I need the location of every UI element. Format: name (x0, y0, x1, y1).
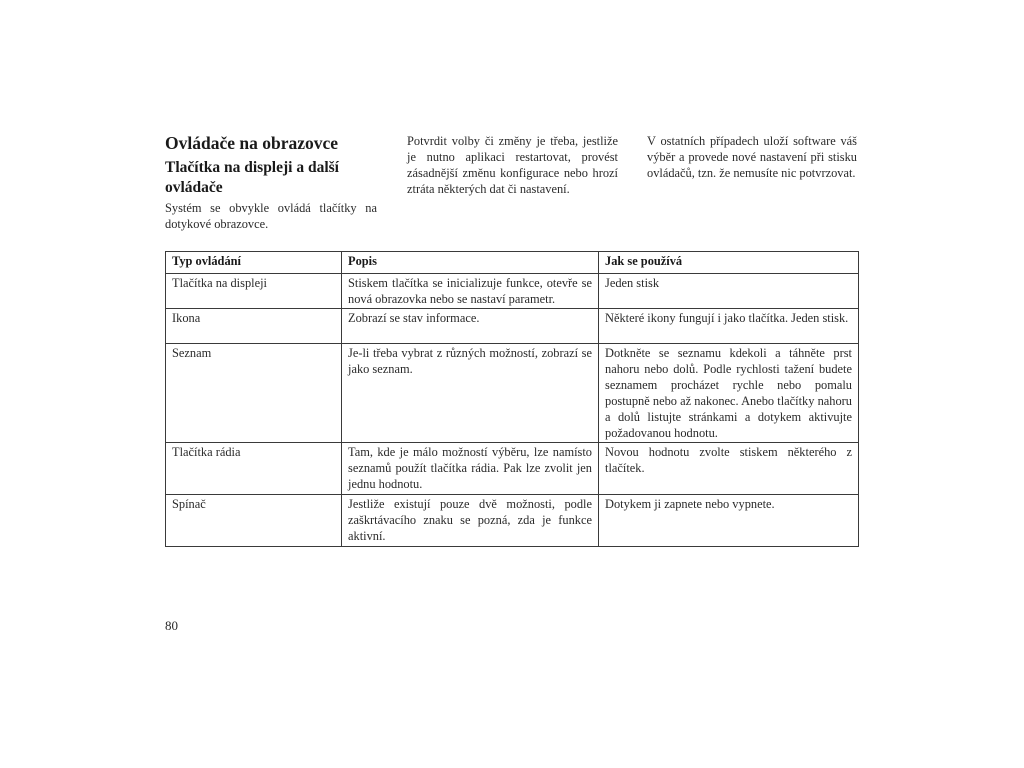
table-header-row (166, 252, 859, 274)
controls-table (165, 251, 859, 547)
header-usage: Jak se používá (599, 252, 859, 274)
table-row (166, 309, 859, 344)
cell-type: Seznam (166, 344, 342, 443)
cell-description: Jestliže existují pouze dvě možnosti, podle zaškrtávacího znaku se pozná, zda je funkce aktivní. (342, 495, 599, 547)
cell-usage: Jeden stisk (599, 274, 859, 309)
page-number: 80 (165, 618, 178, 633)
section-subtitle: Tlačítka na displeji a další ovládače (165, 159, 339, 196)
header-description: Popis (342, 252, 599, 274)
cell-type: Spínač (166, 495, 342, 547)
cell-usage: Novou hodnotu zvolte stiskem některého z tlačítek. (599, 443, 859, 495)
cell-description: Je-li třeba vybrat z různých možností, zobrazí se jako seznam. (342, 344, 599, 443)
intro-paragraph: Systém se obvykle ovládá tlačítky na dotykové obrazovce. (165, 201, 377, 231)
table-row (166, 495, 859, 547)
cell-type: Tlačítka na displeji (166, 274, 342, 309)
intro-column (165, 132, 377, 232)
autosave-paragraph: V ostatních případech uloží software váš výběr a provede nové nastavení při stisku ovládačů, tzn. že nemusíte nic potvrzovat. (647, 134, 857, 180)
table-row (166, 443, 859, 495)
text-column-3 (647, 133, 857, 181)
header-type: Typ ovládání (166, 252, 342, 274)
section-title: Ovládače na obrazovce (165, 133, 339, 153)
cell-usage: Dotkněte se seznamu kdekoli a táhněte prst nahoru nebo dolů. Podle rychlosti tažení budete seznamem procházet rychle nebo pomalu postupně nebo až nakonec. Anebo tlačítky nahoru a dolů listujte stránkami a dotykem aktivujte požadovanou hodnotu. (599, 344, 859, 443)
cell-usage: Některé ikony fungují i jako tlačítka. Jeden stisk. (599, 309, 859, 344)
text-column-2 (407, 133, 618, 197)
table-row (166, 344, 859, 443)
cell-type: Ikona (166, 309, 342, 344)
cell-type: Tlačítka rádia (166, 443, 342, 495)
confirm-paragraph: Potvrdit volby či změny je třeba, jestliže je nutno aplikaci restartovat, provést zásadnější změnu konfigurace nebo hrozí ztráta některých dat či nastavení. (407, 134, 618, 196)
cell-description: Stiskem tlačítka se inicializuje funkce, otevře se nová obrazovka nebo se nastaví parametr. (342, 274, 599, 309)
cell-description: Zobrazí se stav informace. (342, 309, 599, 344)
cell-usage: Dotykem ji zapnete nebo vypnete. (599, 495, 859, 547)
table-row (166, 274, 859, 309)
cell-description: Tam, kde je málo možností výběru, lze namísto seznamů použít tlačítka rádia. Pak lze zvolit jen jednu hodnotu. (342, 443, 599, 495)
